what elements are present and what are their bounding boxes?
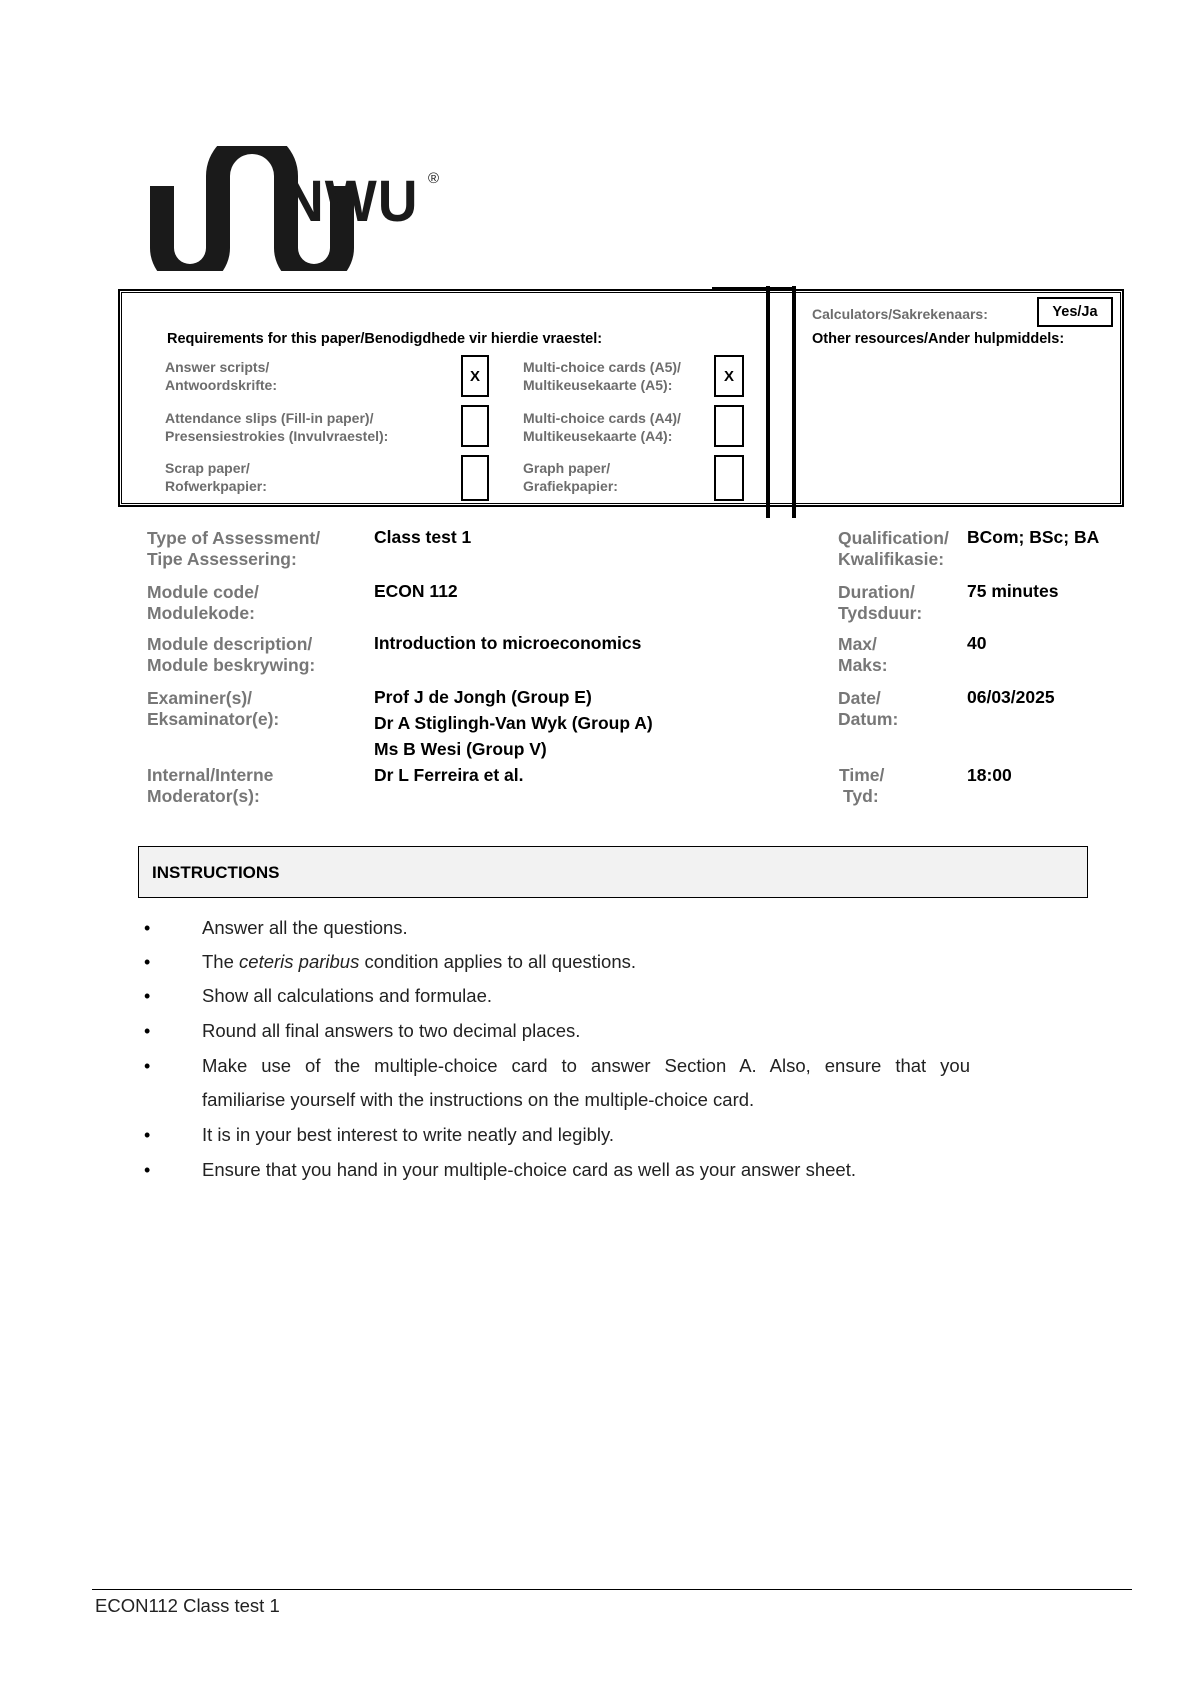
instruction-item: The ceteris paribus condition applies to all questions. [202, 951, 636, 972]
calculators-label: Calculators/Sakrekenaars: [812, 306, 988, 322]
checkbox-answer-scripts[interactable]: X [461, 355, 489, 397]
checkbox-mc-a5[interactable]: X [714, 355, 744, 397]
moderator-value: Dr L Ferreira et al. [374, 765, 524, 785]
instruction-item: Make use of the multiple-choice card to answer Section A. Also, ensure that you [202, 1055, 970, 1076]
bullet-icon: • [144, 1056, 151, 1076]
bullet-icon: • [144, 1125, 151, 1145]
type-of-assessment-label: Type of Assessment/ Tipe Assessering: [147, 528, 321, 569]
req-label-attendance-slips: Attendance slips (Fill-in paper)/ Presensiestrokies (Invulvraestel): [165, 410, 389, 444]
requirements-box-inner [121, 292, 1121, 504]
logo-wordmark: NWU [284, 169, 419, 234]
instruction-item-continued: familiarise yourself with the instructions on the multiple-choice card. [202, 1089, 755, 1110]
date-label: Date/ Datum: [838, 688, 899, 729]
instruction-item: Answer all the questions. [202, 917, 408, 938]
instructions-header-box [138, 846, 1088, 898]
type-of-assessment-value: Class test 1 [374, 527, 472, 547]
divider-line [712, 287, 794, 291]
bullet-icon: • [144, 1160, 151, 1180]
bullet-icon: • [144, 918, 151, 938]
divider-line [792, 286, 796, 518]
instruction-item: Ensure that you hand in your multiple-choice card as well as your answer sheet. [202, 1159, 857, 1180]
module-code-label: Module code/ Modulekode: [147, 582, 259, 623]
calculators-value: Yes/Ja [1037, 297, 1113, 327]
checkbox-mc-a4[interactable] [714, 405, 744, 447]
module-code-value: ECON 112 [374, 581, 458, 601]
examiner-list [374, 684, 653, 762]
examiner-name: Prof J de Jongh (Group E) [374, 687, 592, 707]
max-marks-label: Max/ Maks: [838, 634, 888, 675]
moderator-label: Internal/Interne Moderator(s): [147, 765, 274, 806]
examiner-name: Ms B Wesi (Group V) [374, 739, 547, 759]
time-value: 18:00 [967, 765, 1012, 785]
instructions-title: INSTRUCTIONS [152, 863, 280, 882]
instruction-item: Round all final answers to two decimal places. [202, 1020, 581, 1041]
date-value: 06/03/2025 [967, 687, 1055, 707]
qualification-value: BCom; BSc; BA [967, 527, 1100, 547]
checkbox-scrap-paper[interactable] [461, 455, 489, 501]
bullet-icon: • [144, 986, 151, 1006]
duration-value: 75 minutes [967, 581, 1059, 601]
max-marks-value: 40 [967, 633, 987, 653]
instruction-item: Show all calculations and formulae. [202, 985, 492, 1006]
qualification-label: Qualification/ Kwalifikasie: [838, 528, 949, 569]
bullet-icon: • [144, 952, 151, 972]
registered-mark: ® [428, 170, 440, 187]
module-description-label: Module description/ Module beskrywing: [147, 634, 316, 675]
bullet-icon: • [144, 1021, 151, 1041]
req-label-answer-scripts: Answer scripts/ Antwoordskrifte: [165, 359, 277, 393]
examiner-label: Examiner(s)/ Eksaminator(e): [147, 688, 280, 729]
divider-line [766, 286, 770, 518]
req-label-scrap-paper: Scrap paper/ Rofwerkpapier: [165, 460, 267, 494]
examiner-name: Dr A Stiglingh-Van Wyk (Group A) [374, 713, 653, 733]
instruction-item: It is in your best interest to write neatly and legibly. [202, 1124, 614, 1145]
module-description-value: Introduction to microeconomics [374, 633, 642, 653]
duration-label: Duration/ Tydsduur: [838, 582, 923, 623]
req-label-graph-paper: Graph paper/ Grafiekpapier: [523, 460, 618, 494]
footer-text: ECON112 Class test 1 [95, 1595, 280, 1616]
checkbox-attendance-slips[interactable] [461, 405, 489, 447]
time-label: Time/ Tyd: [839, 765, 885, 806]
req-label-mc-a4: Multi-choice cards (A4)/ Multikeusekaarte (A4): [523, 410, 681, 444]
checkbox-graph-paper[interactable] [714, 455, 744, 501]
requirements-title: Requirements for this paper/Benodigdhede vir hierdie vraestel: [167, 331, 603, 347]
req-label-mc-a5: Multi-choice cards (A5)/ Multikeusekaarte (A5): [523, 359, 681, 393]
other-resources-label: Other resources/Ander hulpmiddels: [812, 331, 1065, 347]
footer-rule [92, 1589, 1132, 1590]
